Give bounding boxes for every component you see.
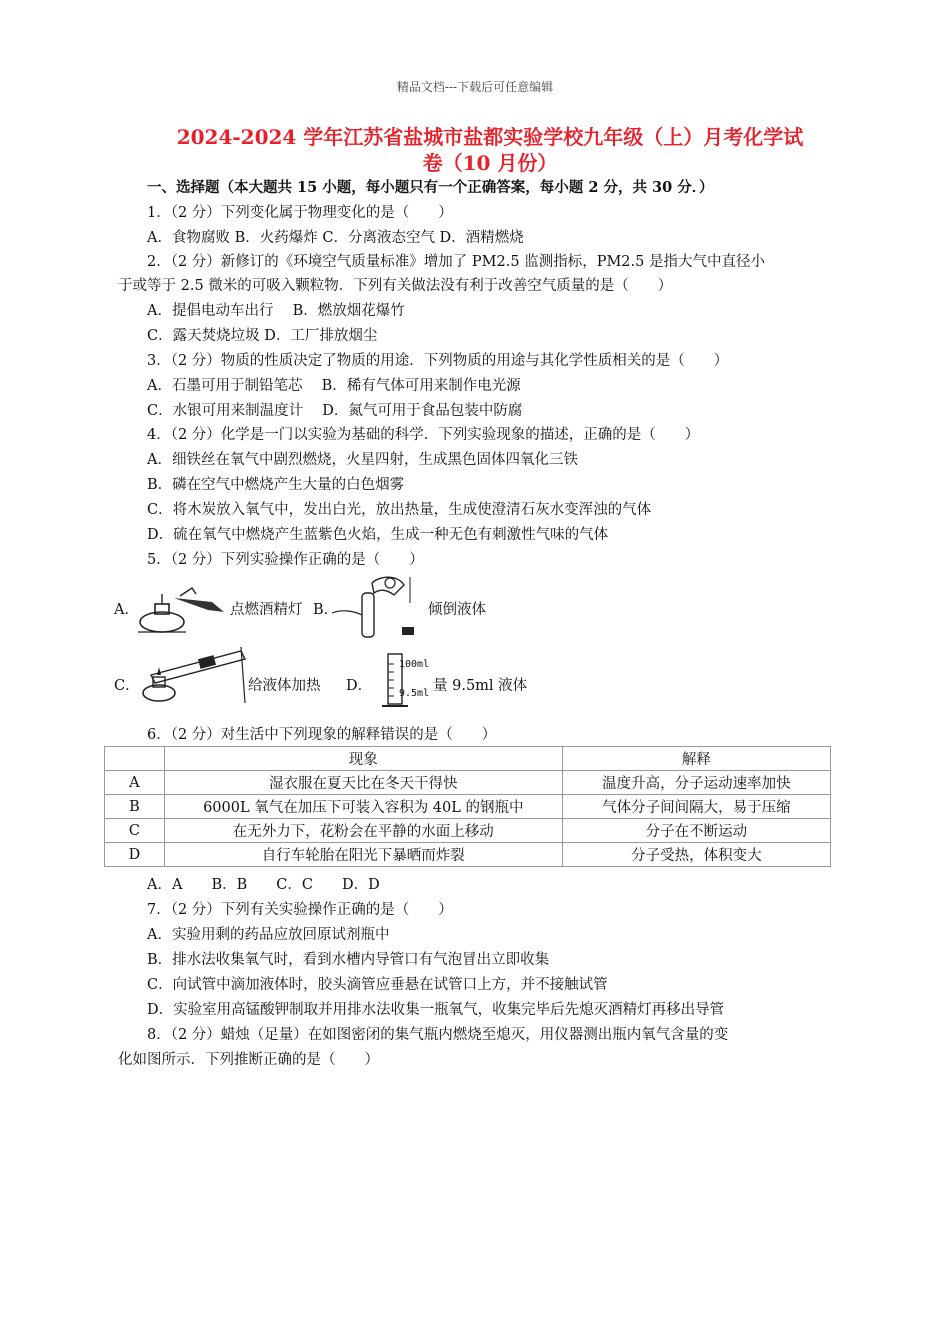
q4-option-b: B．磷在空气中燃烧产生大量的白色烟雾	[147, 477, 405, 493]
table-cell: 在无外力下，花粉会在平静的水面上移动	[164, 819, 562, 843]
table-cell: 6000L 氧气在加压下可装入容积为 40L 的钢瓶中	[164, 795, 562, 819]
q1-stem: 1．（2 分）下列变化属于物理变化的是（ ）	[147, 205, 453, 221]
q5-stem: 5．（2 分）下列实验操作正确的是（ ）	[147, 552, 424, 568]
q5-option-b-letter: B．	[313, 602, 339, 618]
q5-option-b-text: 倾倒液体	[428, 602, 486, 618]
q8-stem-line1: 8．（2 分）蜡烛（足量）在如图密闭的集气瓶内燃烧至熄灭，用仪器测出瓶内氧气含量的变	[147, 1027, 729, 1043]
pouring-liquid-illustration	[324, 573, 424, 641]
table-row	[105, 795, 831, 819]
q3-options-ab: A．石墨可用于制铅笔芯 B．稀有气体可用来制作电光源	[147, 378, 521, 394]
heating-liquid-illustration	[137, 645, 249, 707]
header-watermark: 精品文档---下载后可任意编辑	[396, 80, 554, 94]
table-cell: 湿衣服在夏天比在冬天干得快	[164, 771, 562, 795]
exam-title-line2: 卷（10 月份）	[422, 151, 558, 175]
table-cell: 分子受热，体积变大	[562, 843, 830, 867]
q5-option-a-text: 点燃酒精灯	[230, 602, 303, 618]
q7-option-a: A．实验用剩的药品应放回原试剂瓶中	[147, 927, 390, 943]
table-cell: 气体分子间间隔大，易于压缩	[562, 795, 830, 819]
table-cell: A	[105, 771, 165, 795]
table-cell: C	[105, 819, 165, 843]
alcohol-lamp-lighting-illustration	[134, 586, 230, 636]
q7-stem: 7．（2 分）下列有关实验操作正确的是（ ）	[147, 902, 453, 918]
table-row	[105, 819, 831, 843]
q4-stem: 4．（2 分）化学是一门以实验为基础的科学．下列实验现象的描述，正确的是（ ）	[147, 427, 700, 443]
table-cell: 分子在不断运动	[562, 819, 830, 843]
q2-options-ab: A．提倡电动车出行 B．燃放烟花爆竹	[147, 303, 405, 319]
table-header-cell: 现象	[164, 747, 562, 771]
q5-option-d-text: 量 9.5ml 液体	[433, 678, 528, 694]
table-cell: B	[105, 795, 165, 819]
table-row	[105, 843, 831, 867]
q8-stem-line2: 化如图所示．下列推断正确的是（ ）	[118, 1052, 379, 1068]
table-header-cell	[105, 747, 165, 771]
q1-options: A．食物腐败 B．火药爆炸 C．分离液态空气 D．酒精燃烧	[147, 230, 524, 246]
q3-stem: 3．（2 分）物质的性质决定了物质的用途．下列物质的用途与其化学性质相关的是（ ）	[147, 353, 729, 369]
q7-option-b: B．排水法收集氧气时，看到水槽内导管口有气泡冒出立即收集	[147, 952, 550, 968]
cylinder-volume-label: 9.5ml	[399, 688, 430, 699]
q7-option-c: C．向试管中滴加液体时，胶头滴管应垂悬在试管口上方，并不接触试管	[147, 977, 608, 993]
table-header-cell: 解释	[562, 747, 830, 771]
q4-option-a: A．细铁丝在氧气中剧烈燃烧，火星四射，生成黑色固体四氧化三铁	[147, 452, 578, 468]
q4-option-c: C．将木炭放入氧气中，发出白光，放出热量，生成使澄清石灰水变浑浊的气体	[147, 502, 652, 518]
q6-stem: 6．（2 分）对生活中下列现象的解释错误的是（ ）	[147, 727, 497, 743]
table-row	[105, 771, 831, 795]
q5-option-c-text: 给液体加热	[248, 678, 321, 694]
q6-options: A．A B．B C．C D．D	[147, 877, 380, 893]
exam-title	[140, 124, 840, 176]
q2-stem-line1: 2．（2 分）新修订的《环境空气质量标准》增加了 PM2.5 监测指标，PM2.5 是指大气中直径小	[147, 254, 765, 270]
q5-option-a-letter: A．	[114, 602, 139, 618]
q7-option-d: D．实验室用高锰酸钾制取并用排水法收集一瓶氧气，收集完毕后先熄灭酒精灯再移出导管	[147, 1002, 725, 1018]
q5-option-c-letter: C．	[114, 678, 140, 694]
q4-option-d: D．硫在氧气中燃烧产生蓝紫色火焰，生成一种无色有刺激性气味的气体	[147, 527, 609, 543]
exam-title-line1: 2024-2024 学年江苏省盐城市盐都实验学校九年级（上）月考化学试	[176, 125, 804, 149]
table-cell: 自行车轮胎在阳光下暴晒而炸裂	[164, 843, 562, 867]
q6-table	[104, 746, 831, 867]
graduated-cylinder-illustration	[372, 652, 432, 710]
section-heading: 一、选择题（本大题共 15 小题，每小题只有一个正确答案，每小题 2 分，共 30 分．）	[147, 179, 714, 196]
q5-option-d-letter: D．	[346, 678, 373, 694]
cylinder-capacity-label: 100ml	[399, 659, 430, 670]
table-header-row	[105, 747, 831, 771]
table-cell: 温度升高，分子运动速率加快	[562, 771, 830, 795]
q2-stem-line2: 于或等于 2.5 微米的可吸入颗粒物．下列有关做法没有利于改善空气质量的是（ ）	[118, 278, 673, 294]
q2-options-cd: C．露天焚烧垃圾 D．工厂排放烟尘	[147, 328, 378, 344]
q3-options-cd: C．水银可用来制温度计 D．氮气可用于食品包装中防腐	[147, 403, 523, 419]
table-cell: D	[105, 843, 165, 867]
